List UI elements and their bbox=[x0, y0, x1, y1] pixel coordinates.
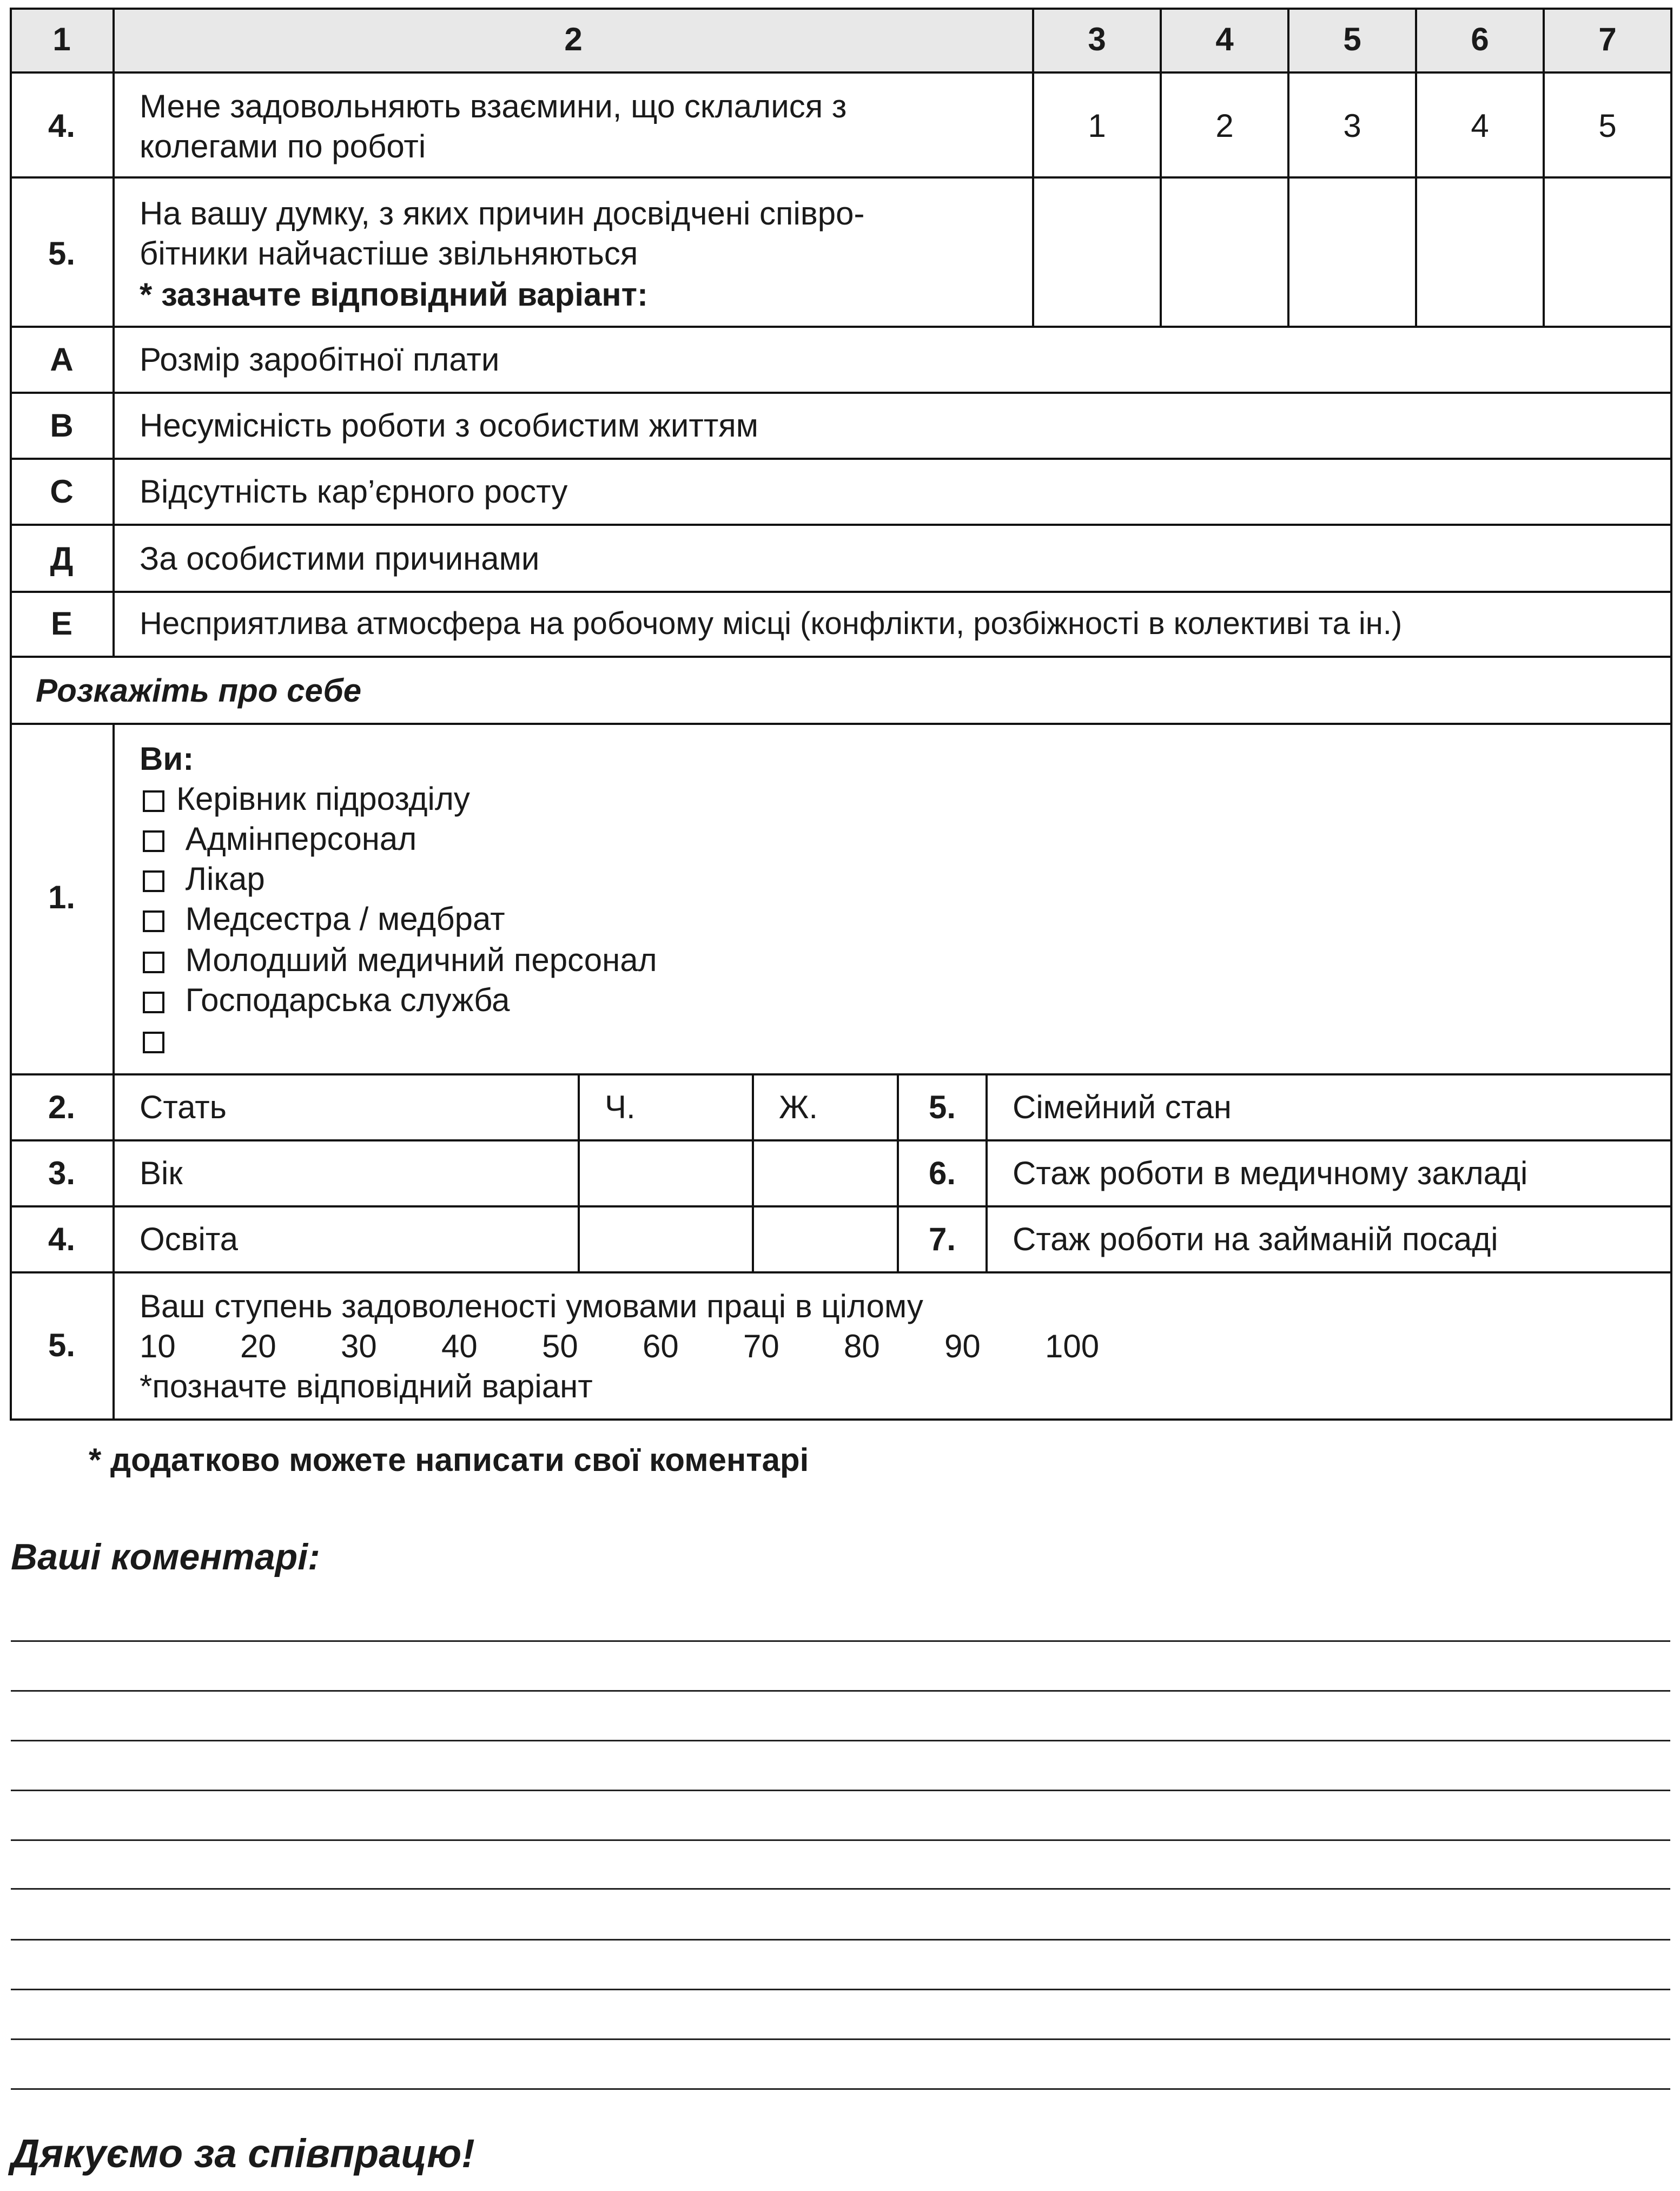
q5-text-line2: бітники найчастіше звільняються bbox=[140, 235, 638, 272]
checkbox-icon[interactable] bbox=[143, 870, 164, 892]
header-col-5: 5 bbox=[1343, 21, 1361, 57]
comment-line[interactable] bbox=[11, 2088, 1670, 2090]
education-field[interactable] bbox=[580, 1207, 752, 1271]
satisfaction-question: Ваш ступень задоволеності умовами праці в цілому bbox=[140, 1288, 923, 1324]
reason-letter-e: E bbox=[50, 605, 73, 642]
position-option-1[interactable]: Керівник підрозділу bbox=[143, 779, 470, 819]
position-option-6[interactable]: Господарська служба bbox=[143, 980, 510, 1020]
gender-number: 2. bbox=[48, 1089, 76, 1125]
scale-50[interactable]: 50 bbox=[542, 1328, 578, 1364]
q4-text-line2: колегами по роботі bbox=[140, 128, 426, 164]
gender-female-option[interactable]: Ж. bbox=[779, 1089, 818, 1125]
gender-male-option[interactable]: Ч. bbox=[605, 1089, 636, 1125]
age-label: Вік bbox=[140, 1155, 183, 1191]
q4-score-4[interactable]: 4 bbox=[1471, 108, 1489, 144]
comment-line[interactable] bbox=[11, 1839, 1670, 1841]
header-col-6: 6 bbox=[1471, 21, 1489, 57]
reason-text-b[interactable]: Несумісність роботи з особистим життям bbox=[140, 407, 759, 444]
reason-text-d[interactable]: За особистими причинами bbox=[140, 540, 540, 577]
comment-line[interactable] bbox=[11, 2038, 1670, 2040]
comment-line[interactable] bbox=[11, 1640, 1670, 1642]
header-col-7: 7 bbox=[1598, 21, 1617, 57]
header-col-3: 3 bbox=[1088, 21, 1106, 57]
checkbox-icon[interactable] bbox=[143, 992, 164, 1013]
q5-number: 5. bbox=[48, 235, 76, 272]
age-number: 3. bbox=[48, 1155, 76, 1191]
scale-10[interactable]: 10 bbox=[140, 1328, 176, 1364]
checkbox-icon[interactable] bbox=[143, 1032, 164, 1053]
checkbox-icon[interactable] bbox=[143, 910, 164, 932]
about-section-title: Розкажіть про себе bbox=[36, 672, 362, 709]
age-field[interactable] bbox=[580, 1141, 752, 1205]
scale-100[interactable]: 100 bbox=[1045, 1328, 1100, 1364]
position-number: 1. bbox=[48, 879, 76, 915]
reason-letter-a: A bbox=[50, 341, 74, 378]
checkbox-icon[interactable] bbox=[143, 830, 164, 852]
reason-letter-d: Д bbox=[50, 540, 74, 577]
education-label: Освіта bbox=[140, 1221, 239, 1257]
q4-text-line1: Мене задовольняють взаємини, що склалися з bbox=[140, 88, 847, 124]
q4-score-2[interactable]: 2 bbox=[1215, 108, 1234, 144]
thanks-message: Дякуємо за співпрацю! bbox=[11, 2131, 475, 2176]
experience-medical-number: 6. bbox=[928, 1155, 956, 1191]
position-option-3[interactable]: Лікар bbox=[143, 859, 265, 899]
position-option-other[interactable] bbox=[143, 1020, 176, 1060]
education-number: 4. bbox=[48, 1221, 76, 1257]
header-col-4: 4 bbox=[1215, 21, 1234, 57]
comment-line[interactable] bbox=[11, 1740, 1670, 1741]
marital-number: 5. bbox=[928, 1089, 956, 1125]
q5-text-line1: На вашу думку, з яких причин досвідчені співро- bbox=[140, 195, 865, 232]
reason-text-a[interactable]: Розмір заробітної плати bbox=[140, 341, 500, 378]
reason-letter-c: C bbox=[50, 473, 74, 510]
position-option-5[interactable]: Молодший медичний персонал bbox=[143, 940, 657, 980]
q5-instruction: * зазначте відповідний варіант: bbox=[140, 276, 648, 313]
reason-letter-b: B bbox=[50, 407, 74, 444]
scale-30[interactable]: 30 bbox=[341, 1328, 377, 1364]
checkbox-icon[interactable] bbox=[143, 790, 164, 812]
header-col-2: 2 bbox=[564, 21, 583, 57]
position-option-2[interactable]: Адмінперсонал bbox=[143, 819, 416, 859]
checkbox-icon[interactable] bbox=[143, 952, 164, 973]
reason-text-c[interactable]: Відсутність кар’єрного росту bbox=[140, 473, 568, 510]
position-option-4[interactable]: Медсестра / медбрат bbox=[143, 899, 505, 939]
position-title: Ви: bbox=[140, 741, 194, 777]
scale-90[interactable]: 90 bbox=[944, 1328, 981, 1364]
q4-score-5[interactable]: 5 bbox=[1598, 108, 1617, 144]
comment-line[interactable] bbox=[11, 1888, 1670, 1890]
scale-20[interactable]: 20 bbox=[240, 1328, 276, 1364]
comment-line[interactable] bbox=[11, 1989, 1670, 1990]
satisfaction-scale bbox=[140, 1327, 1146, 1367]
q4-score-3[interactable]: 3 bbox=[1343, 108, 1361, 144]
scale-40[interactable]: 40 bbox=[441, 1328, 478, 1364]
q4-score-1[interactable]: 1 bbox=[1088, 108, 1106, 144]
experience-position-number: 7. bbox=[928, 1221, 956, 1257]
footnote: * додатково можете написати свої коментарі bbox=[89, 1442, 809, 1478]
satisfaction-note: *позначте відповідний варіант bbox=[140, 1368, 593, 1404]
satisfaction-number: 5. bbox=[48, 1327, 76, 1363]
q4-number: 4. bbox=[48, 108, 76, 144]
comment-line[interactable] bbox=[11, 1690, 1670, 1692]
scale-80[interactable]: 80 bbox=[844, 1328, 880, 1364]
marital-status-label: Сімейний стан bbox=[1013, 1089, 1232, 1125]
comment-line[interactable] bbox=[11, 1939, 1670, 1941]
experience-position-label: Стаж роботи на займаній посаді bbox=[1013, 1221, 1498, 1257]
scale-60[interactable]: 60 bbox=[643, 1328, 679, 1364]
reason-text-e[interactable]: Несприятлива атмосфера на робочому місці (конфлікти, розбіжності в колективі та ін.) bbox=[140, 606, 1403, 641]
experience-medical-label: Стаж роботи в медичному закладі bbox=[1013, 1155, 1528, 1191]
header-col-1: 1 bbox=[52, 21, 71, 57]
scale-70[interactable]: 70 bbox=[743, 1328, 779, 1364]
comments-title: Ваші коментарі: bbox=[11, 1536, 320, 1578]
comment-line[interactable] bbox=[11, 1790, 1670, 1791]
gender-label: Стать bbox=[140, 1089, 227, 1125]
